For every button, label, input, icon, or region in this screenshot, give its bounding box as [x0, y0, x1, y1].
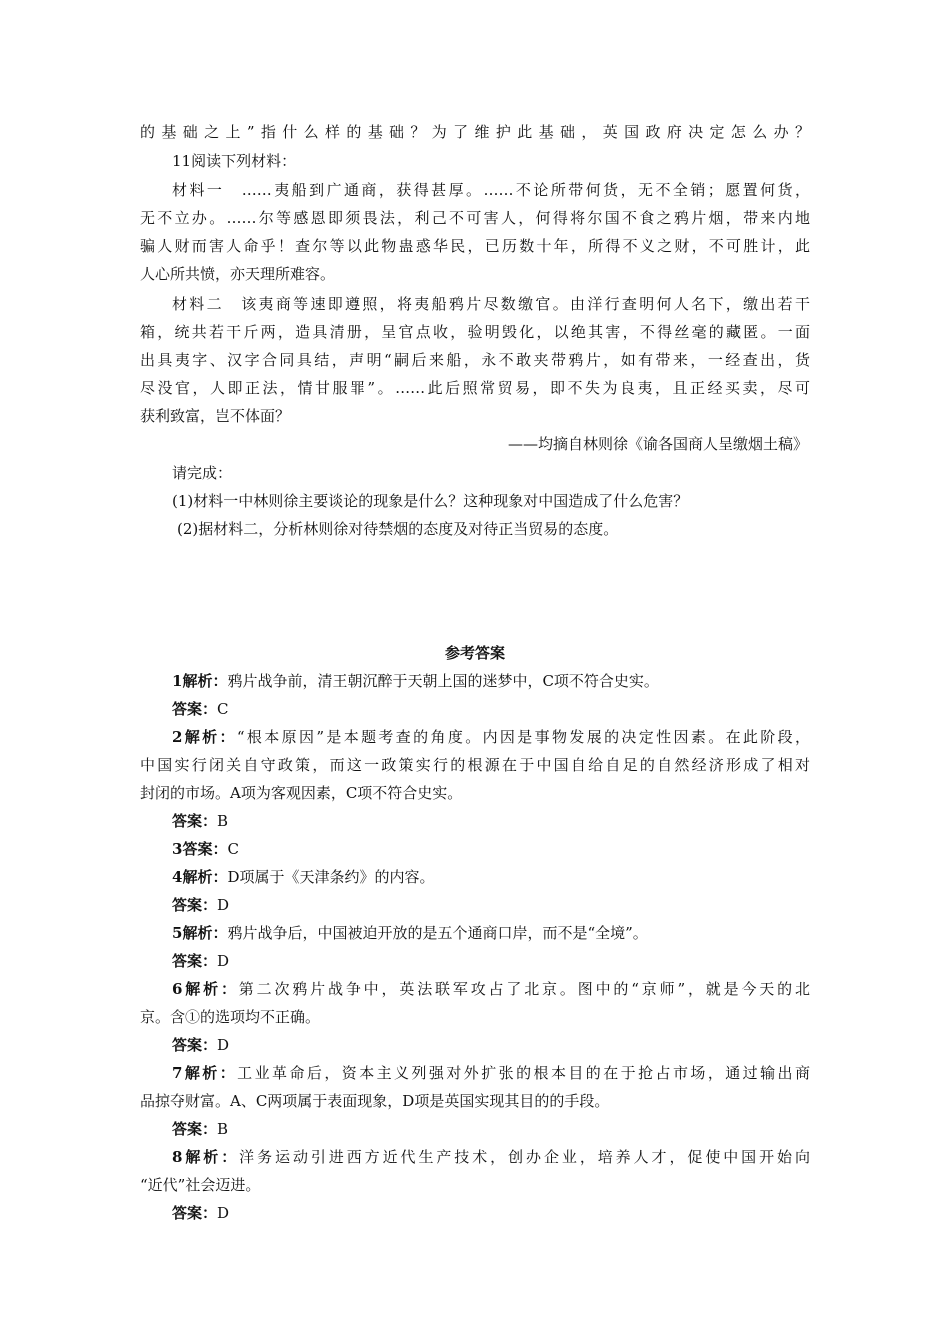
answer-value: B [217, 1120, 229, 1138]
material1-line: 材料一 ……夷船到广通商，获得甚厚。……不论所带何货，无不全销；愿置何货， [172, 181, 810, 199]
material1-line: 人心所共愤，亦天理所难容。 [140, 265, 336, 283]
answer-6-key [172, 1031, 842, 1059]
answer-number: 5 [172, 924, 183, 942]
answer-8-analysis [172, 1143, 810, 1171]
material2-line: 材料二 该夷商等速即遵照，将夷船鸦片尽数缴官。由洋行查明何人名下，缴出若干 [172, 295, 810, 313]
question11-prompt: 请完成： [172, 464, 233, 482]
material2-line: 箱，统共若干斤两，造具清册，呈官点收，验明毁化，以绝其害，不得丝毫的藏匿。一面 [140, 323, 810, 341]
analysis-text: 中国实行闭关自守政策，而这一政策实行的根源在于中国自给自足的自然经济形成了相对 [140, 756, 810, 774]
question10-tail: 的基础之上”指什么样的基础？为了维护此基础，英国政府决定怎么办？ [140, 123, 810, 141]
answer-number: 6 [172, 980, 183, 998]
sub-question-2: (2)据材料二，分析林则徐对待禁烟的态度及对待正当贸易的态度。 [177, 520, 619, 538]
answer-label: 答案： [172, 812, 218, 830]
answer-value: C [217, 700, 229, 718]
analysis-text: 鸦片战争后，中国被迫开放的是五个通商口岸，而不是“全境”。 [227, 924, 648, 942]
analysis-text: 洋务运动引进西方近代生产技术，创办企业，培养人才，促使中国开始向 [239, 1148, 810, 1166]
sub-question-1: (1)材料一中林则徐主要谈论的现象是什么？这种现象对中国造成了什么危害？ [172, 492, 689, 510]
question11-intro: 11阅读下列材料： [172, 152, 297, 170]
analysis-text: 品掠夺财富。A、C两项属于表面现象，D项是英国实现其目的的手段。 [140, 1092, 610, 1110]
material-source: ——均摘自林则徐《谕各国商人呈缴烟土稿》 [507, 435, 808, 453]
answer-number: 3 [172, 840, 183, 858]
material2-line: 尽没官，人即正法，情甘服罪”。……此后照常贸易，即不失为良夷，且正经买卖，尽可 [140, 379, 810, 397]
answer-6-analysis [172, 975, 810, 1003]
answer-number: 8 [172, 1148, 183, 1166]
answer-3-key [172, 835, 842, 863]
answer-value: D [217, 952, 230, 970]
material1-line: 无不立办。……尔等感恩即须畏法，利己不可害人，何得将尔国不食之鸦片烟，带来内地 [140, 209, 810, 227]
answer-7-analysis [172, 1059, 810, 1087]
analysis-text: 第二次鸦片战争中，英法联军攻占了北京。图中的“京师”，就是今天的北 [238, 980, 810, 998]
material1-line: 骗人财而害人命乎！查尔等以此物蛊惑华民，已历数十年，所得不义之财，不可胜计，此 [140, 237, 810, 255]
answer-4-key [172, 891, 842, 919]
answer-label: 答案： [172, 952, 218, 970]
answer-value: D [217, 1036, 230, 1054]
analysis-text: 工业革命后，资本主义列强对外扩张的根本目的在于抢占市场，通过输出商 [237, 1064, 810, 1082]
analysis-label: 解析： [182, 980, 239, 998]
answer-value: B [217, 812, 229, 830]
analysis-label: 解析： [182, 728, 237, 746]
analysis-text: “根本原因”是本题考查的角度。内因是事物发展的决定性因素。在此阶段， [236, 728, 810, 746]
answer-7-key [172, 1115, 842, 1143]
answer-number: 1 [172, 672, 183, 690]
analysis-label: 解析： [182, 1148, 240, 1166]
answer-4-analysis [172, 863, 842, 891]
analysis-label: 解析： [182, 672, 228, 690]
answer-8-key [172, 1199, 842, 1227]
answer-2-analysis [172, 723, 810, 751]
answer-number: 2 [172, 728, 183, 746]
answer-label: 答案： [172, 1204, 218, 1222]
analysis-label: 解析： [182, 1064, 238, 1082]
answer-value: D [217, 896, 230, 914]
answer-number: 4 [172, 868, 183, 886]
analysis-text: 封闭的市场。A项为客观因素，C项不符合史实。 [140, 784, 463, 802]
analysis-text: 京。含①的选项均不正确。 [140, 1008, 321, 1026]
answer-value: D [217, 1204, 230, 1222]
answer-1-key [172, 695, 842, 723]
analysis-text: 鸦片战争前，清王朝沉醉于天朝上国的迷梦中，C项不符合史实。 [227, 672, 659, 690]
answer-2-key [172, 807, 842, 835]
analysis-label: 解析： [182, 868, 228, 886]
answer-1-analysis [172, 667, 842, 695]
answer-label: 答案： [182, 840, 228, 858]
answer-5-key [172, 947, 842, 975]
material2-line: 出具夷字、汉字合同具结，声明“嗣后来船，永不敢夹带鸦片，如有带来，一经查出，货 [140, 351, 810, 369]
answer-label: 答案： [172, 896, 218, 914]
analysis-text: “近代”社会迈进。 [140, 1176, 261, 1194]
answer-label: 答案： [172, 1120, 218, 1138]
answer-label: 答案： [172, 700, 218, 718]
answers-title: 参考答案 [444, 644, 505, 662]
answer-5-analysis [172, 919, 842, 947]
analysis-label: 解析： [182, 924, 228, 942]
analysis-text: D项属于《天津条约》的内容。 [227, 868, 435, 886]
answer-label: 答案： [172, 1036, 218, 1054]
answer-number: 7 [172, 1064, 183, 1082]
material2-line: 获利致富，岂不体面？ [140, 407, 291, 425]
answer-value: C [227, 840, 239, 858]
